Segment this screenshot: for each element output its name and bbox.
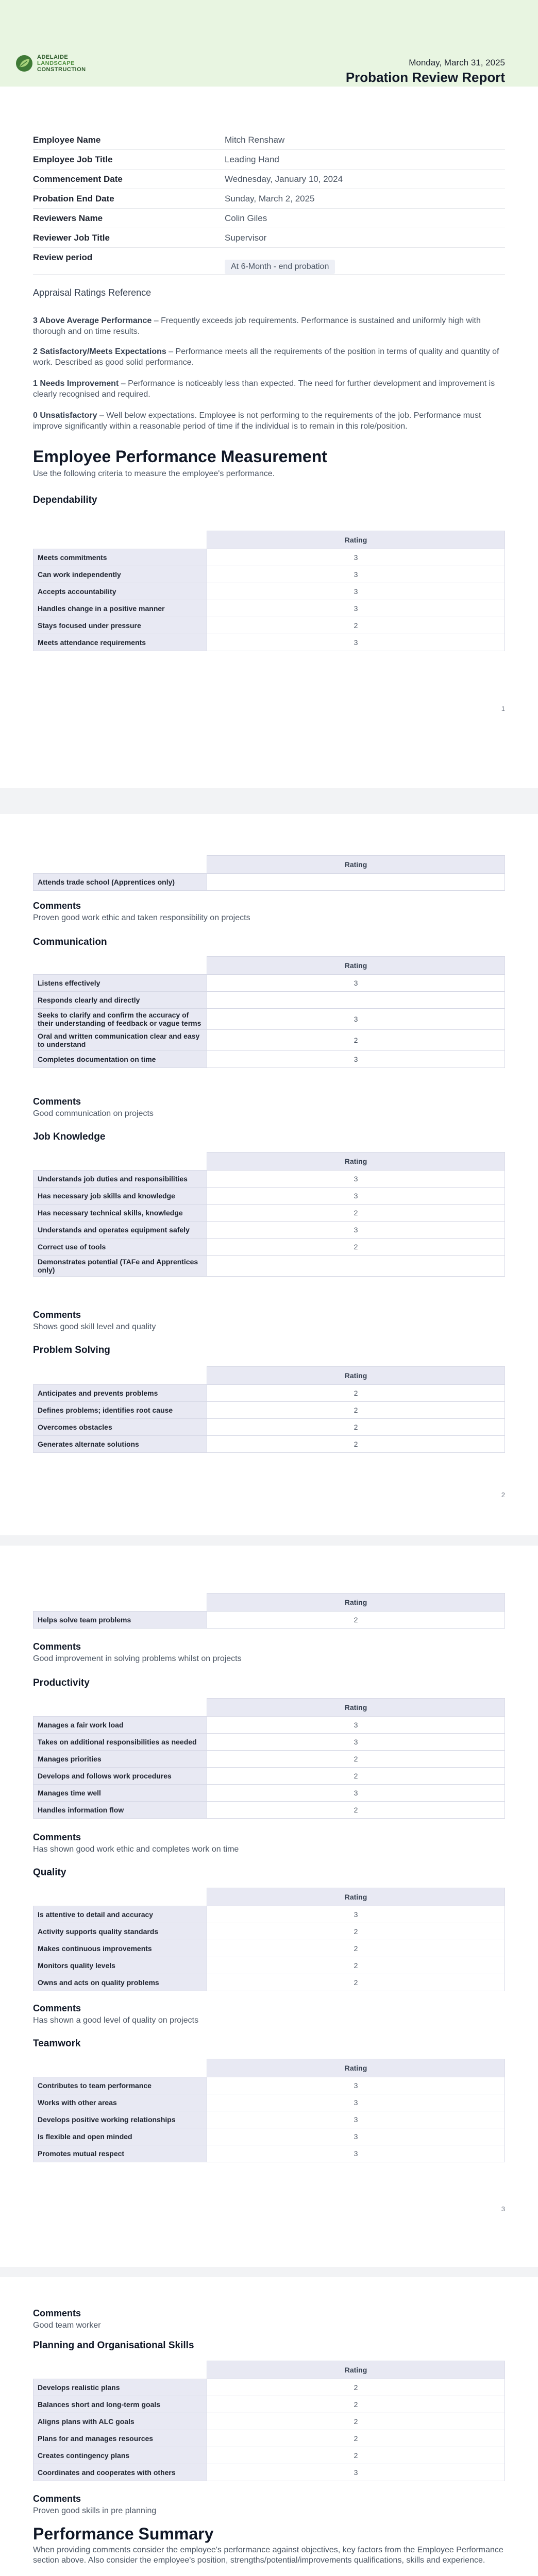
comments-label: Comments xyxy=(33,2003,81,2013)
problem-solving-title: Problem Solving xyxy=(33,1345,110,1355)
detail-row-commencement xyxy=(33,169,505,189)
table-row: Promotes mutual respect 3 xyxy=(33,2145,505,2162)
table-row: Completes documentation on time 3 xyxy=(33,1051,505,1068)
table-row: Contributes to team performance 3 xyxy=(33,2077,505,2094)
company-logo xyxy=(15,54,86,73)
rating-ref-2 xyxy=(33,346,505,368)
comments-label: Comments xyxy=(33,2494,81,2504)
table-row: Anticipates and prevents problems 2 xyxy=(33,1385,505,1402)
rating-header: Rating xyxy=(207,1594,505,1612)
table-row: Makes continuous improvements 2 xyxy=(33,1940,505,1957)
report-title: Probation Review Report xyxy=(345,70,505,85)
detail-label: Review period xyxy=(33,252,93,262)
rating-header: Rating xyxy=(207,531,505,549)
comments-label: Comments xyxy=(33,1310,81,1320)
table-row: Coordinates and cooperates with others 3 xyxy=(33,2464,505,2481)
table-row: Has necessary job skills and knowledge 3 xyxy=(33,1188,505,1205)
table-row: Handles information flow 2 xyxy=(33,1802,505,1819)
table-row: Demonstrates potential (TAFe and Apprentices only) xyxy=(33,1256,505,1277)
rating-ref-key: 2 Satisfactory/Meets Expectations xyxy=(33,347,166,356)
ratings-reference-title: Appraisal Ratings Reference xyxy=(33,287,152,298)
table-row: Has necessary technical skills, knowledge 2 xyxy=(33,1205,505,1222)
problem-solving-comment: Good improvement in solving problems whilst on projects xyxy=(33,1654,242,1663)
rating-header: Rating xyxy=(207,1367,505,1385)
rating-ref-desc: – Well below expectations. Employee is not performing to the requirements of the job. Performance must improve significantly within a reasonable period of time if the individual is to remain in this role/position. xyxy=(33,411,481,431)
rating-header: Rating xyxy=(207,1153,505,1171)
rating-header: Rating xyxy=(207,957,505,975)
detail-label: Reviewer Job Title xyxy=(33,233,110,243)
table-row: Overcomes obstacles 2 xyxy=(33,1419,505,1436)
page-number: 3 xyxy=(501,2205,505,2213)
table-row: Activity supports quality standards 2 xyxy=(33,1923,505,1940)
page-3 xyxy=(0,1546,538,2267)
table-row: Meets attendance requirements 3 xyxy=(33,634,505,651)
detail-label: Employee Name xyxy=(33,135,101,145)
measurement-title: Employee Performance Measurement xyxy=(33,447,327,466)
planning-table xyxy=(33,2361,505,2481)
table-row: Meets commitments 3 xyxy=(33,549,505,566)
table-row: Stays focused under pressure 2 xyxy=(33,617,505,634)
table-row: Understands job duties and responsibilities 3 xyxy=(33,1171,505,1188)
summary-title: Performance Summary xyxy=(33,2524,214,2543)
quality-title: Quality xyxy=(33,1867,66,1878)
detail-value: Mitch Renshaw xyxy=(225,135,285,145)
table-row: Works with other areas 3 xyxy=(33,2094,505,2111)
detail-row-reviewer-title xyxy=(33,228,505,248)
report-date: Monday, March 31, 2025 xyxy=(409,58,505,67)
table-row: Listens effectively 3 xyxy=(33,975,505,992)
job-knowledge-comment: Shows good skill level and quality xyxy=(33,1323,156,1331)
table-row: Generates alternate solutions 2 xyxy=(33,1436,505,1453)
table-row: Creates contingency plans 2 xyxy=(33,2447,505,2464)
dependability-table xyxy=(33,531,505,651)
review-period-value: At 6-Month - end probation xyxy=(225,260,335,274)
table-row: Develops realistic plans 2 xyxy=(33,2379,505,2396)
job-knowledge-title: Job Knowledge xyxy=(33,1131,106,1142)
detail-label: Commencement Date xyxy=(33,174,123,184)
dependability-comment: Proven good work ethic and taken responsibility on projects xyxy=(33,913,250,922)
table-row: Monitors quality levels 2 xyxy=(33,1957,505,1974)
rating-ref-desc: – Performance is noticeably less than expected. The need for further development and improvement is clearly recognised and required. xyxy=(33,379,495,399)
page-number: 1 xyxy=(501,705,505,713)
table-row: Understands and operates equipment safely 3 xyxy=(33,1222,505,1239)
detail-value: Supervisor xyxy=(225,233,267,243)
detail-row-reviewer-name xyxy=(33,208,505,228)
rating-ref-0 xyxy=(33,410,505,432)
table-row: Correct use of tools 2 xyxy=(33,1239,505,1256)
communication-title: Communication xyxy=(33,937,107,947)
dependability-table-cont xyxy=(33,855,505,891)
page-number: 2 xyxy=(501,1491,505,1499)
table-row: Balances short and long-term goals 2 xyxy=(33,2396,505,2413)
table-row: Responds clearly and directly xyxy=(33,992,505,1009)
detail-value: Colin Giles xyxy=(225,213,267,223)
detail-label: Employee Job Title xyxy=(33,155,113,164)
detail-value: Leading Hand xyxy=(225,155,279,164)
planning-comment: Proven good skills in pre planning xyxy=(33,2506,157,2515)
table-row: Attends trade school (Apprentices only) xyxy=(33,874,505,891)
problem-solving-table xyxy=(33,1366,505,1453)
communication-table xyxy=(33,956,505,1068)
table-row: Accepts accountability 3 xyxy=(33,583,505,600)
table-row: Can work independently 3 xyxy=(33,566,505,583)
detail-value: Wednesday, January 10, 2024 xyxy=(225,174,343,184)
table-row: Develops positive working relationships 3 xyxy=(33,2111,505,2128)
table-row: Aligns plans with ALC goals 2 xyxy=(33,2413,505,2430)
productivity-comment: Has shown good work ethic and completes work on time xyxy=(33,1845,239,1854)
page-1 xyxy=(0,0,538,788)
table-row: Seeks to clarify and confirm the accuracy of their understanding of feedback or vague terms 3 xyxy=(33,1009,505,1030)
logo-line-1: ADELAIDE xyxy=(37,54,69,60)
table-row: Helps solve team problems 2 xyxy=(33,1612,505,1629)
page-2 xyxy=(0,814,538,1535)
summary-intro: When providing comments consider the employee's performance against objectives, key factors from the Employee Performance section above. Also consider the employee's position, strengths/potential/improvements qualifications, skills and experience. xyxy=(33,2546,503,2565)
rating-ref-desc: – Frequently exceeds job requirements. Performance is sustained and uniformly high with thorough and on time results. xyxy=(33,316,481,336)
table-row: Develops and follows work procedures 2 xyxy=(33,1768,505,1785)
detail-row-job-title xyxy=(33,149,505,170)
detail-row-review-period xyxy=(33,247,505,275)
detail-label: Probation End Date xyxy=(33,194,114,204)
rating-ref-key: 3 Above Average Performance xyxy=(33,316,152,325)
table-row: Manages priorities 2 xyxy=(33,1751,505,1768)
table-row: Defines problems; identifies root cause 2 xyxy=(33,1402,505,1419)
rating-ref-key: 1 Needs Improvement xyxy=(33,379,119,388)
page-4 xyxy=(0,2277,538,2576)
table-row: Manages a fair work load 3 xyxy=(33,1717,505,1734)
problem-solving-table-cont xyxy=(33,1593,505,1629)
quality-comment: Has shown a good level of quality on projects xyxy=(33,2016,199,2025)
table-row: Oral and written communication clear and easy to understand 2 xyxy=(33,1030,505,1051)
quality-table xyxy=(33,1888,505,1991)
dependability-title: Dependability xyxy=(33,495,97,505)
comments-label: Comments xyxy=(33,2308,81,2318)
comments-label: Comments xyxy=(33,1096,81,1107)
rating-header: Rating xyxy=(207,2059,505,2077)
table-row: Plans for and manages resources 2 xyxy=(33,2430,505,2447)
table-row: Is attentive to detail and accuracy 3 xyxy=(33,1906,505,1923)
rating-header: Rating xyxy=(207,856,505,874)
measurement-subtitle: Use the following criteria to measure the employee's performance. xyxy=(33,469,275,478)
rating-ref-desc: – Performance meets all the requirements of the position in terms of quality and quantity of work. Described as good solid performance. xyxy=(33,347,499,367)
productivity-table xyxy=(33,1698,505,1819)
job-knowledge-table xyxy=(33,1152,505,1277)
teamwork-comment: Good team worker xyxy=(33,2321,101,2330)
table-row: Handles change in a positive manner 3 xyxy=(33,600,505,617)
rating-header: Rating xyxy=(207,2361,505,2379)
rating-ref-key: 0 Unsatisfactory xyxy=(33,411,97,420)
teamwork-table xyxy=(33,2059,505,2162)
rating-ref-1 xyxy=(33,378,505,400)
detail-row-probation-end xyxy=(33,189,505,209)
teamwork-title: Teamwork xyxy=(33,2038,81,2049)
communication-comment: Good communication on projects xyxy=(33,1109,154,1118)
report-header xyxy=(0,0,538,87)
planning-title: Planning and Organisational Skills xyxy=(33,2340,194,2351)
table-row: Is flexible and open minded 3 xyxy=(33,2128,505,2145)
logo-line-2: LANDSCAPE xyxy=(37,60,75,66)
detail-row-employee-name xyxy=(33,130,505,150)
rating-ref-3 xyxy=(33,315,505,337)
comments-label: Comments xyxy=(33,1832,81,1842)
rating-header: Rating xyxy=(207,1888,505,1906)
detail-value: Sunday, March 2, 2025 xyxy=(225,194,315,204)
table-row: Manages time well 3 xyxy=(33,1785,505,1802)
table-row: Owns and acts on quality problems 2 xyxy=(33,1974,505,1991)
productivity-title: Productivity xyxy=(33,1677,90,1688)
detail-label: Reviewers Name xyxy=(33,213,103,223)
logo-line-3: CONSTRUCTION xyxy=(37,66,86,73)
leaf-logo-icon xyxy=(15,55,33,72)
comments-label: Comments xyxy=(33,1641,81,1652)
comments-label: Comments xyxy=(33,901,81,911)
rating-header: Rating xyxy=(207,1699,505,1717)
table-row: Takes on additional responsibilities as needed 3 xyxy=(33,1734,505,1751)
